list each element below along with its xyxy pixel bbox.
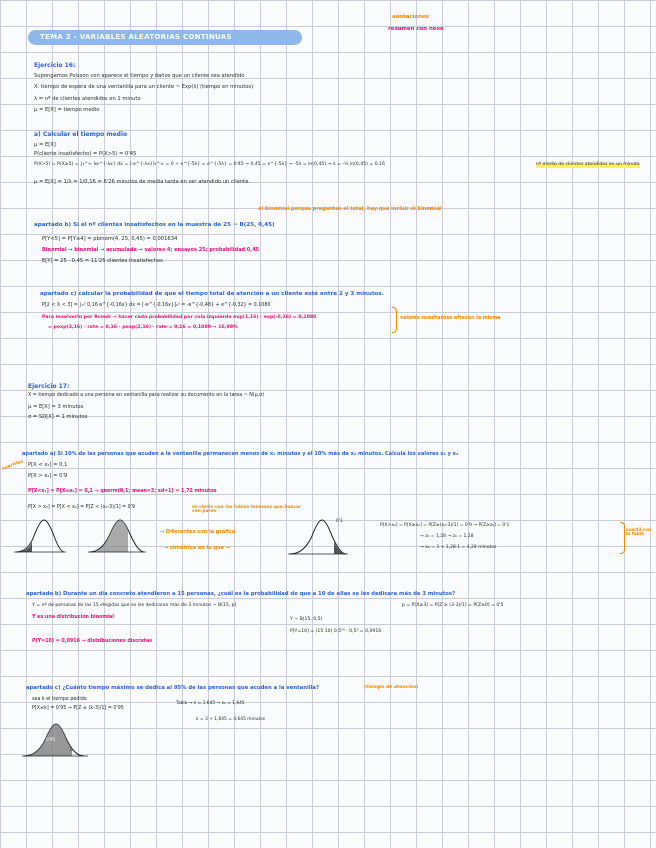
ex16-b-line-1: P[Y<5] = P[Y≤4] = pbinom(4, 25, 0,45) = 0,001634 xyxy=(42,236,178,242)
ex17-a-right-bracket xyxy=(620,522,625,554)
ex17-b-line-4: P[Y=10] = (15 10) 0,5¹⁰ · 0,5⁵ = 0,0916 xyxy=(290,629,382,634)
ex16-a-line-4: μ = E[X] = 1/λ = 1/0,16 = 6'26 minutos de media tarda en ser atendido un cliente. xyxy=(34,179,251,185)
ex16-c-line-3: = pexp(3,16) · rate = 0,16 - pexp(2,16) · rate = 0,16 = 0,1080 → 10,80% xyxy=(48,325,238,330)
ex16-c-bracket xyxy=(392,307,397,333)
ex16-heading: Ejercicio 16: xyxy=(34,62,76,69)
ex17-a-right-2: → z₀ = 1,28 → z₀ = 1,28 xyxy=(420,534,474,539)
ex17-a-margin-note: cuartiles xyxy=(1,459,25,472)
ex17-a-line-4: P[X > x₂] = P[X < x₂] = P[Z < (x₂-3)/1] = 0'9 xyxy=(28,505,136,510)
legend-annotations: anotaciones xyxy=(392,14,429,20)
ex16-b-note: el binomial porque preguntas el total, hay que incluir el binomial xyxy=(258,206,442,212)
ex16-c-line-2: Para resolverlo por Rcmdr → hacer cada probabilidad por cola izquierda exp(1,16) - exp(-0,16) = 0,1080 xyxy=(42,315,317,320)
ex16-a-line-3-highlight: nº medio de clientes atendidos en un minuto xyxy=(536,162,640,167)
ex17-a-curve-1 xyxy=(14,518,66,556)
ex17-a-right-1: P[X>x₂] = P[X≥x₂] = P[Z≥(x₂-3)/1] = 0'9 → P[Z≥z₀] = 0'1 xyxy=(380,523,510,528)
ex17-b-line-5: P(Y=10) = 0,0916 → distribuciones discretas xyxy=(32,639,153,644)
ex16-a-heading: a) Calcular el tiempo medio xyxy=(34,131,128,138)
ex16-b-line-3: E[Y] = 25 · 0,45 = 11'25 clientes insatisfechos xyxy=(42,258,163,264)
page-title: TEMA 2 - VARIABLES ALEATORIAS CONTINUAS xyxy=(40,33,232,41)
ex17-heading: Ejercicio 17: xyxy=(28,383,70,390)
ex17-a-line-3: P[X<x₁] = P[X≤x₁] = 0,1 → qnorm(0,1; mean=3; sd=1) = 1,72 minutos xyxy=(28,489,217,494)
ex16-intro-3: λ = nº de clientes atendidos en 1 minuto xyxy=(34,96,141,102)
ex17-a-curve-2 xyxy=(88,518,146,556)
ex16-a-line-1: μ = E[X] xyxy=(34,142,56,148)
ex17-c-curve-label-095: 0'95 xyxy=(46,737,56,742)
legend-summary: resumen con nexo xyxy=(388,26,444,32)
ex17-a-line-4-note: es cierto con las tablas tenemos que buscar con pares xyxy=(192,505,302,515)
ex17-line-1: X = tiempo dedicado a una persona en ventanilla para realizar su documento en la tarea ~ N(μ,σ) xyxy=(28,393,265,398)
ex17-line-3: σ = SD[X] = 1 minutos xyxy=(28,414,88,420)
ex17-a-line-1: P[X < x₁] = 0,1 xyxy=(28,462,68,468)
ex17-b-heading: apartado b) Durante un día concreto atendieron a 15 personas, ¿cuál es la probabilidad de que a 10 de ellas se les dedicara más de 3 minutos? xyxy=(26,591,456,597)
ex17-a-line-2: P[X > x₂] = 0'9 xyxy=(28,473,68,479)
ex17-a-heading: apartado a) Si 10% de las personas que acuden a la ventanilla permanecen menos de x₁ minutos y el 10% más de x₂ minutos. Calcula los valores x₁ y x₂ xyxy=(22,451,459,457)
ex16-a-line-2: P(cliente insatisfecho) = P(X>5) = 0'45 xyxy=(34,151,137,157)
ex16-b-heading: apartado b) Si el nº clientes insatisfechos en la muestra de 25 ~ B(25, 0,45) xyxy=(34,222,275,228)
ex17-b-line-1: Y = nº de personas de las 15 elegidas que se les dedicaron más de 3 minutos ~ B(15, p) xyxy=(32,603,237,608)
ex16-a-line-3: P(X>5) = P(X≥5) = ∫₅^∞ λe^{-λx} dx = [-e^{-λx}]₅^∞ = 0 + e^{-5λ} = e^{-5λ} = 0'45 → 0,45 = e^{-5λ} → -5λ = ln(0,45) → λ = -⅕ ln(0,45) = 0,16 xyxy=(34,162,385,167)
ex17-line-2: μ = E[X] = 3 minutos xyxy=(28,404,84,410)
ex17-a-line-5: → Diferentes con la gráfica xyxy=(160,529,236,535)
ex17-c-line-1: sea k el tiempo pedido xyxy=(32,697,87,702)
ex16-intro-4: μ = E[X] = tiempo medio xyxy=(34,107,100,113)
ex17-c-note: (tiempo de atención) xyxy=(364,685,419,690)
ex17-c-line-2: P[X≤k] = 0'95 → P[Z ≤ (k-3)/1] = 0'95 xyxy=(32,706,124,711)
ex17-b-line-3: Y ~ B(15, 0,5) xyxy=(290,617,323,622)
ex16-c-heading: apartado c) calcular la probabilidad de que el tiempo total de atención a un cliente esté entre 2 y 3 minutos. xyxy=(40,291,384,297)
ex17-a-line-6: → simétrica en lo que → xyxy=(164,545,230,551)
ex16-c-side-note: valores resultantes ofrecen la misma xyxy=(400,316,501,321)
ex17-a-right-side-note: cuartil con la tabla xyxy=(626,527,652,537)
ex16-b-line-2: Binomial → binomial → acumulada → valores 4; ensayos 25; probabilidad 0,45 xyxy=(42,247,260,253)
ex16-c-line-1: P[2 < X < 3] = ∫₂³ 0,16 e^{-0,16x} dx = [-e^{-0,16x}]₂³ = -e^{-0,48} + e^{-0,32} = 0,1080 xyxy=(42,303,271,308)
ex17-a-right-3: → x₂ = 3 + 1,28·1 = 4,28 minutos xyxy=(420,545,497,550)
ex17-c-line-3: Tabla → z = 1,645 → z₀ = 1,645 xyxy=(176,701,245,706)
ex16-intro-2: X: tiempo de espera de una ventanilla para un cliente ~ Exp(λ) (tiempo en minutos) xyxy=(34,84,254,90)
ex17-b-line-2: Y es una distribución binomial xyxy=(32,615,114,620)
ex17-c-line-4: k = 3 + 1,645 = 4,645 minutos xyxy=(196,717,266,722)
ex17-c-heading: apartado c) ¿Cuánto tiempo máximo se dedica al 95% de las personas que acuden a la ventanilla? xyxy=(26,685,320,691)
ex17-c-curve-label-k: k xyxy=(70,747,73,752)
ex16-intro-1: Supongamos Poisson con aparece el tiempo y daños que un cliente sea atendido xyxy=(34,73,245,79)
ex17-a-curve-label-01: 0'1 xyxy=(336,519,343,524)
ex17-b-line-1b: p = P[X≥3] = P[Z ≥ (3-3)/1] = P[Z≥0] = 0'5 xyxy=(402,603,504,608)
